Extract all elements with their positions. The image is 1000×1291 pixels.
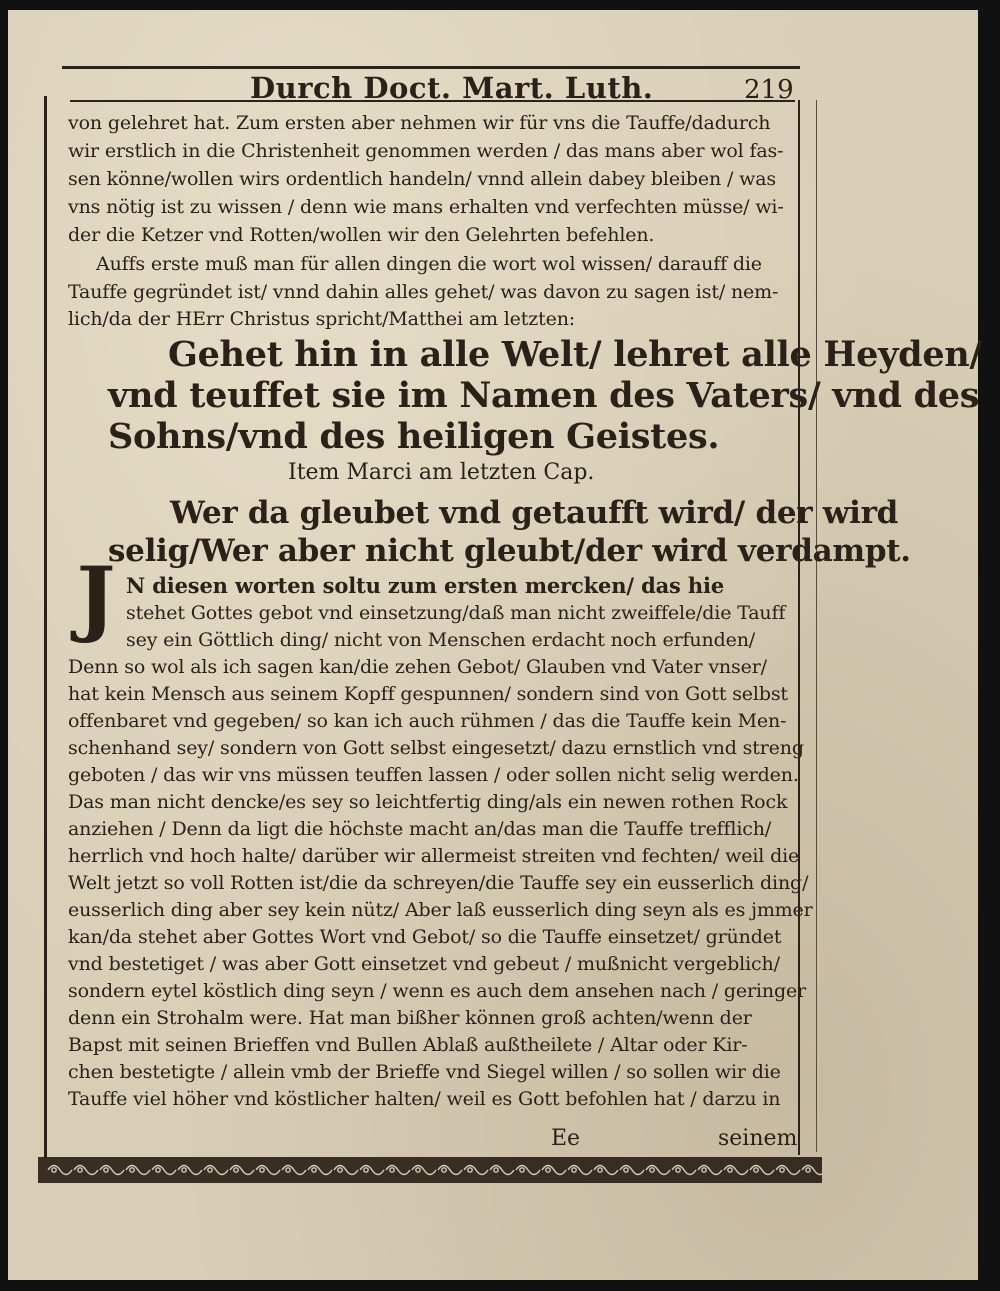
- left-border-line: [44, 96, 47, 1158]
- paragraph3-line: stehet Gottes gebot vnd einsetzung/daß man nicht zweiffele/die Tauff: [126, 602, 786, 624]
- paragraph3-line: offenbaret vnd gegeben/ so kan ich auch rühmen / das die Tauffe kein Men-: [68, 710, 787, 732]
- paragraph3-line: vnd bestetiget / was aber Gott einsetzet vnd gebeut / mußnicht vergeblich/: [68, 953, 780, 975]
- paragraph3-line: chen bestetigte / allein vmb der Brieffe vnd Siegel willen / so sollen wir die: [68, 1061, 781, 1083]
- paragraph1-line: der die Ketzer vnd Rotten/wollen wir den Gelehrten befehlen.: [68, 224, 655, 246]
- paragraph3-line: kan/da stehet aber Gottes Wort vnd Gebot/ so die Tauffe einsetzet/ gründet: [68, 926, 782, 948]
- paragraph1-line: wir erstlich in die Christenheit genommen werden / das mans aber wol fas-: [68, 140, 784, 162]
- paragraph3-line: Denn so wol als ich sagen kan/die zehen Gebot/ Glauben vnd Vater vnser/: [68, 656, 767, 678]
- running-head: Durch Doct. Mart. Luth.: [250, 71, 654, 105]
- quote1-line: Gehet hin in alle Welt/ lehret alle Heyden/: [168, 334, 982, 375]
- paragraph3-line: sondern eytel köstlich ding seyn / wenn es auch dem ansehen nach / geringer: [68, 980, 806, 1002]
- page-number: 219: [744, 75, 794, 105]
- paragraph3-line: Bapst mit seinen Brieffen vnd Bullen Ablaß außtheilete / Altar oder Kir-: [68, 1034, 748, 1056]
- paragraph3-line: eusserlich ding aber sey kein nütz/ Aber laß eusserlich ding seyn als es jmmer: [68, 899, 813, 921]
- paragraph2-line: Tauffe gegründet ist/ vnnd dahin alles gehet/ was davon zu sagen ist/ nem-: [68, 281, 779, 303]
- quote2-line: selig/Wer aber nicht gleubt/der wird verdampt.: [108, 533, 911, 569]
- paragraph3-line: schenhand sey/ sondern von Gott selbst eingesetzt/ dazu ernstlich vnd streng: [68, 737, 804, 759]
- paragraph2-line: lich/da der HErr Christus spricht/Matthei am letzten:: [68, 308, 576, 330]
- catchword: seinem: [718, 1126, 798, 1151]
- paragraph2-line: Auffs erste muß man für allen dingen die wort wol wissen/ darauff die: [96, 253, 762, 275]
- paragraph1-line: von gelehret hat. Zum ersten aber nehmen wir für vns die Tauffe/dadurch: [68, 112, 771, 134]
- signature-mark: Ee: [551, 1126, 581, 1151]
- paragraph3-line: hat kein Mensch aus seinem Kopff gespunnen/ sondern sind von Gott selbst: [68, 683, 788, 705]
- paragraph3-line: Tauffe viel höher vnd köstlicher halten/ weil es Gott befohlen hat / darzu in: [68, 1088, 781, 1110]
- paragraph3-line: denn ein Strohalm were. Hat man bißher können groß achten/wenn der: [68, 1007, 752, 1029]
- paragraph3-line: Welt jetzt so voll Rotten ist/die da schreyen/die Tauffe sey ein eusserlich ding/: [68, 872, 809, 894]
- paragraph3-line: geboten / das wir vns müssen teuffen lassen / oder sollen nicht selig werden.: [68, 764, 799, 786]
- paragraph1-line: vns nötig ist zu wissen / denn wie mans erhalten vnd verfechten müsse/ wi-: [68, 196, 784, 218]
- quote1-line: Sohns/vnd des heiligen Geistes.: [108, 416, 720, 457]
- scripture-reference: Item Marci am letzten Cap.: [288, 460, 595, 485]
- drop-cap-initial: J: [76, 550, 116, 646]
- right-margin-line: [816, 100, 817, 1152]
- paragraph3-line: anziehen / Denn da ligt die höchste macht an/das man die Tauffe trefflich/: [68, 818, 772, 840]
- quote1-line: vnd teuffet sie im Namen des Vaters/ vnd des: [108, 375, 980, 416]
- paragraph3-line: N diesen worten soltu zum ersten mercken/ das hie: [126, 573, 725, 598]
- paragraph3-line: herrlich vnd hoch halte/ darüber wir allermeist streiten vnd fechten/ weil die: [68, 845, 800, 867]
- paragraph3-line: sey ein Göttlich ding/ nicht von Menschen erdacht noch erfunden/: [126, 629, 756, 651]
- paragraph1-line: sen könne/wollen wirs ordentlich handeln/ vnnd allein dabey bleiben / was: [68, 168, 776, 190]
- quote2-line: Wer da gleubet vnd getaufft wird/ der wird: [170, 495, 899, 531]
- top-rule: [62, 66, 800, 69]
- paragraph3-line: Das man nicht dencke/es sey so leichtfertig ding/als ein newen rothen Rock: [68, 791, 788, 813]
- ornamental-border-band: [38, 1154, 822, 1186]
